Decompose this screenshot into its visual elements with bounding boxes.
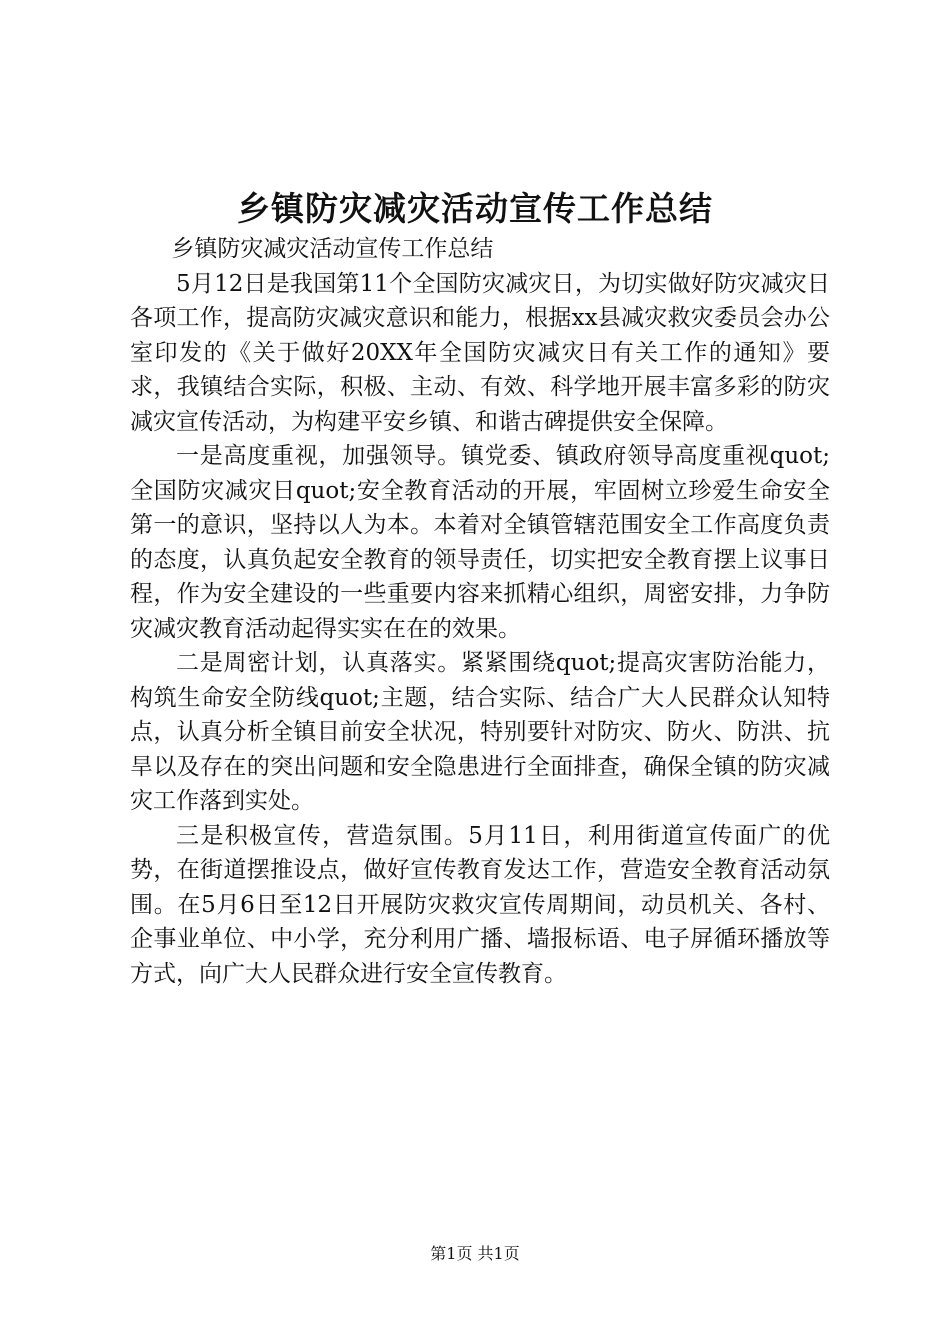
paragraph-point-one: 一是高度重视，加强领导。镇党委、镇政府领导高度重视quot;全国防灾减灾日quot;安全教育活动的开展，牢固树立珍爱生命安全第一的意识，坚持以人为本。本着对全镇管辖范围安全工作高度负责的态度，认真负起安全教育的领导责任，切实把安全教育摆上议事日程，作为安全建设的一些重要内容来抓精心组织，周密安排，力争防灾减灾教育活动起得实实在在的效果。 xyxy=(130,443,830,642)
document-title: 乡镇防灾减灾活动宣传工作总结 xyxy=(237,189,713,228)
document-subtitle: 乡镇防灾减灾活动宣传工作总结 xyxy=(171,236,494,262)
page-footer: 第1页 共1页 xyxy=(430,1244,520,1263)
paragraph-point-three: 三是积极宣传，营造氛围。5月11日，利用街道宣传面广的优势，在街道摆推设点，做好宣传教育发达工作，营造安全教育活动氛围。在5月6日至12日开展防灾救灾宣传周期间，动员机关、各村、企事业单位、中小学，充分利用广播、墙报标语、电子屏循环播放等方式，向广大人民群众进行安全宣传教育。 xyxy=(130,822,830,987)
paragraph-intro: 5月12日是我国第11个全国防灾减灾日，为切实做好防灾减灾日各项工作，提高防灾减灾意识和能力，根据xx县减灾救灾委员会办公室印发的《关于做好20XX年全国防灾减灾日有关工作的通知》要求，我镇结合实际，积极、主动、有效、科学地开展丰富多彩的防灾减灾宣传活动，为构建平安乡镇、和谐古碑提供安全保障。 xyxy=(130,270,830,435)
paragraph-point-two: 二是周密计划，认真落实。紧紧围绕quot;提高灾害防治能力，构筑生命安全防线quot;主题，结合实际、结合广大人民群众认知特点，认真分析全镇目前安全状况，特别要针对防灾、防火、防洪、抗旱以及存在的突出问题和安全隐患进行全面排查，确保全镇的防灾减灾工作落到实处。 xyxy=(130,650,830,814)
document-body xyxy=(130,232,830,991)
